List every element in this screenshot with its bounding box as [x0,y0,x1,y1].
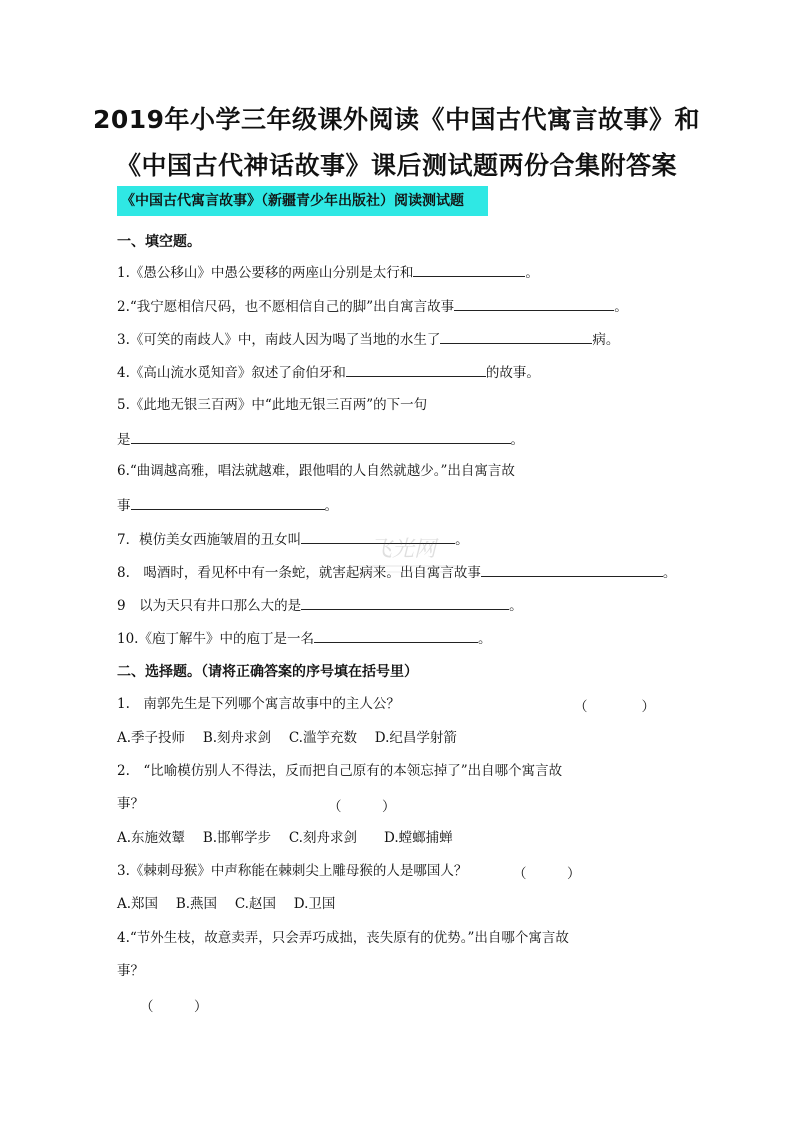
highlighted-subtitle: 《中国古代寓言故事》（新疆青少年出版社）阅读测试题 [117,186,488,216]
question-text: 2.“我宁愿相信尺码，也不愿相信自己的脚”出自寓言故事 [117,299,455,315]
choice-question-4-line-1: 4.“节外生枝，故意卖弄，只会弄巧成拙，丧失原有的优势。”出自哪个寓言故 [117,930,569,946]
answer-blank[interactable] [440,329,592,344]
question-suffix: 。 [525,265,539,281]
question-suffix: 。 [662,565,677,581]
fill-question-4 [117,362,540,382]
answer-blank[interactable] [301,595,509,610]
choice-question-3: 3.《棘刺母猴》中声称能在棘刺尖上雕母猴的人是哪国人？ [117,863,468,879]
question-suffix: 病。 [592,332,620,348]
question-suffix: 。 [455,532,469,548]
fill-question-6-line-2 [117,495,338,515]
answer-blank[interactable] [454,296,614,311]
watermark-text: 飞光网 [370,537,437,562]
answer-bracket[interactable]: （ ） [574,699,655,715]
document-title-line-1: 2019年小学三年级课外阅读《中国古代寓言故事》和 [92,105,701,134]
section-heading-fill-in: 一、填空题。 [117,234,201,250]
answer-blank[interactable] [481,562,663,577]
fill-question-3 [117,329,619,349]
question-suffix: 。 [510,432,524,448]
question-text: 4.《高山流水觅知音》叙述了俞伯牙和 [117,365,346,381]
fill-question-5-line-2 [117,429,524,449]
answer-blank[interactable] [131,495,325,510]
fill-question-1 [117,262,539,282]
question-suffix: 的故事。 [485,365,540,381]
section-heading-multiple-choice: 二、选择题。（请将正确答案的序号填在括号里） [117,664,418,680]
question-suffix: 。 [324,498,338,514]
question-suffix: 。 [477,631,492,647]
fill-question-5-line-1: 5.《此地无银三百两》中“此地无银三百两”的下一句 [117,397,428,413]
answer-bracket[interactable]: （ ） [513,866,581,882]
question-text: 事 [117,498,131,514]
choice-question-2-line-2: 事？ [117,796,144,812]
fill-question-7 [117,529,469,549]
question-text: 10.《庖丁解牛》中的庖丁是一名 [117,631,314,647]
choice-question-4-line-2: 事？ [117,963,144,979]
choice-options-2: A.东施效颦 B.邯郸学步 C.刻舟求剑 D.螳螂捕蝉 [117,830,453,846]
answer-blank[interactable] [413,262,525,277]
fill-question-6-line-1: 6.“曲调越高雅，唱法就越难，跟他唱的人自然就越少。”出自寓言故 [117,463,515,479]
answer-blank[interactable] [314,628,478,643]
answer-bracket[interactable]: （ ） [140,999,208,1015]
question-text: 8. 喝酒时，看见杯中有一条蛇，就害起病来。出自寓言故事 [117,565,481,581]
document-title-line-2: 《中国古代神话故事》课后测试题两份合集附答案 [115,151,677,180]
question-text: 1.《愚公移山》中愚公要移的两座山分别是太行和 [117,265,414,281]
choice-question-1: 1. 南郭先生是下列哪个寓言故事中的主人公？ [117,696,400,712]
fill-question-2 [117,296,628,316]
question-text: 7．模仿美女西施皱眉的丑女叫 [117,532,302,548]
question-text: 3.《可笑的南歧人》中，南歧人因为喝了当地的水生了 [117,332,441,348]
fill-question-10 [117,628,491,648]
choice-options-1: A.季子投师 B.刻舟求剑 C.滥竽充数 D.纪昌学射箭 [117,730,457,746]
choice-options-3: A.郑国 B.燕国 C.赵国 D.卫国 [117,896,336,912]
answer-bracket[interactable]: （ ） [328,799,396,815]
answer-blank[interactable] [301,529,455,544]
answer-blank[interactable] [131,429,511,444]
question-suffix: 。 [614,299,628,315]
answer-blank[interactable] [346,362,486,377]
question-text: 是 [117,432,131,448]
fill-question-9 [117,595,523,615]
question-text: 9 以为天只有井口那么大的是 [117,598,302,614]
question-suffix: 。 [509,598,523,614]
choice-question-2-line-1: 2. “比喻模仿别人不得法，反而把自己原有的本领忘掉了”出自哪个寓言故 [117,763,563,779]
fill-question-8 [117,562,676,582]
